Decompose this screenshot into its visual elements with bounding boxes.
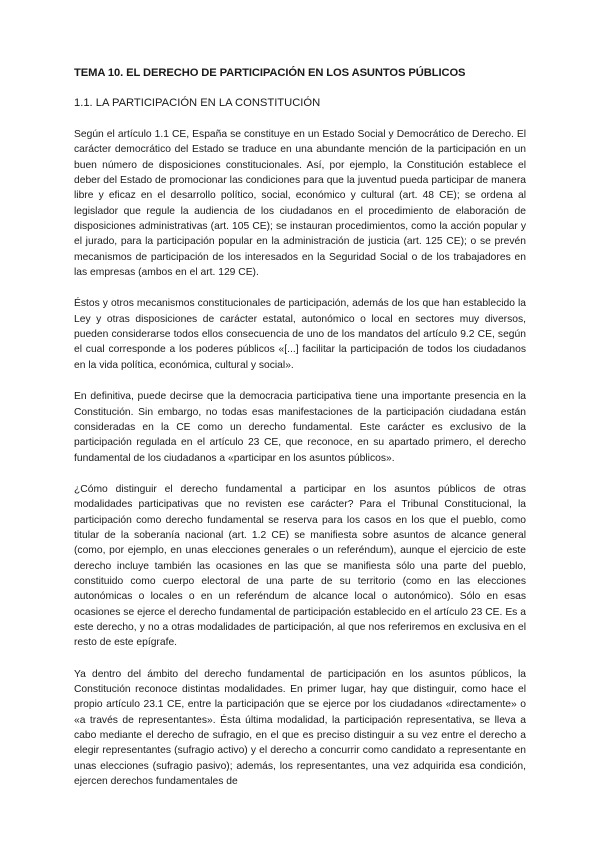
paragraph-4: ¿Cómo distinguir el derecho fundamental a participar en los asuntos públicos de otras modalidades participativas que no revisten ese carácter? Para el Tribunal Constitucional, la participación como derecho fundamental se reserva para los casos en los que el pueblo, como titular de la soberanía nacional (art. 1.2 CE) se manifiesta sobre asuntos de alcance general (como, por ejemplo, en unas elecciones generales o un referéndum), aunque el ejercicio de este derecho incluye también las ocasiones en las que se manifiesta sólo una parte del pueblo, constituido como cuerpo electoral de una parte de su territorio (como en las elecciones autonómicas o locales o en un referéndum de alcance local o autonómico). Sólo en esas ocasiones se ejerce el derecho fundamental de participación establecido en el artículo 23 CE. Es a este derecho, y no a otras modalidades de participación, al que nos referiremos en exclusiva en el resto de este epígrafe. [74, 483, 526, 649]
paragraph-1: Según el artículo 1.1 CE, España se constituye en un Estado Social y Democrático de Derecho. El carácter democrático del Estado se traduce en una abundante mención de la participación en un buen número de disposiciones constitucionales. Así, por ejemplo, la Constitución establece el deber del Estado de promocionar las condiciones para que la juventud pueda participar de manera libre y eficaz en el desarrollo político, social, económico y cultural (art. 48 CE); se ordena al legislador que regule la audiencia de los ciudadanos en el procedimiento de elaboración de disposiciones administrativas (art. 105 CE); se instauran procedimientos, como la acción popular y el jurado, para la participación popular en la administración de justicia (art. 125 CE); o se prevén mecanismos de participación de los interesados en la Seguridad Social o de los trabajadores en las empresas (ambos en el art. 129 CE). [74, 129, 526, 279]
paragraph-3: En definitiva, puede decirse que la democracia participativa tiene una importante presencia en la Constitución. Sin embargo, no todas esas manifestaciones de la participación ciudadana están consideradas en la CE como un derecho fundamental. Este carácter es exclusivo de la participación regulada en el artículo 23 CE, que reconoce, en su apartado primero, el derecho fundamental de los ciudadanos a «participar en los asuntos públicos». [74, 391, 526, 464]
section-heading: 1.1. LA PARTICIPACIÓN EN LA CONSTITUCIÓN [74, 97, 321, 109]
document-page [74, 66, 526, 805]
document-title: TEMA 10. EL DERECHO DE PARTICIPACIÓN EN LOS ASUNTOS PÚBLICOS [74, 67, 466, 79]
paragraph-5: Ya dentro del ámbito del derecho fundamental de participación en los asuntos públicos, la Constitución reconoce distintas modalidades. En primer lugar, hay que distinguir, como hace el propio artículo 23.1 CE, entre la participación que se ejerce por los ciudadanos «directamente» o «a través de representantes». Ésta última modalidad, la participación representativa, se lleva a cabo mediante el derecho de sufragio, en el que es preciso distinguir a su vez entre el derecho a elegir representantes (sufragio activo) y el derecho a concurrir como candidato a representante en unas elecciones (sufragio pasivo); además, los representantes, una vez adquirida esa condición, ejercen derechos fundamentales de [74, 668, 526, 788]
paragraph-2: Éstos y otros mecanismos constitucionales de participación, además de los que han establecido la Ley y otras disposiciones de carácter estatal, autonómico o local en sectores muy diversos, pueden considerarse todos ellos consecuencia de uno de los mandatos del artículo 9.2 CE, según el cual corresponde a los poderes públicos «[...] facilitar la participación de todos los ciudadanos en la vida política, económica, cultural y social». [74, 298, 526, 371]
